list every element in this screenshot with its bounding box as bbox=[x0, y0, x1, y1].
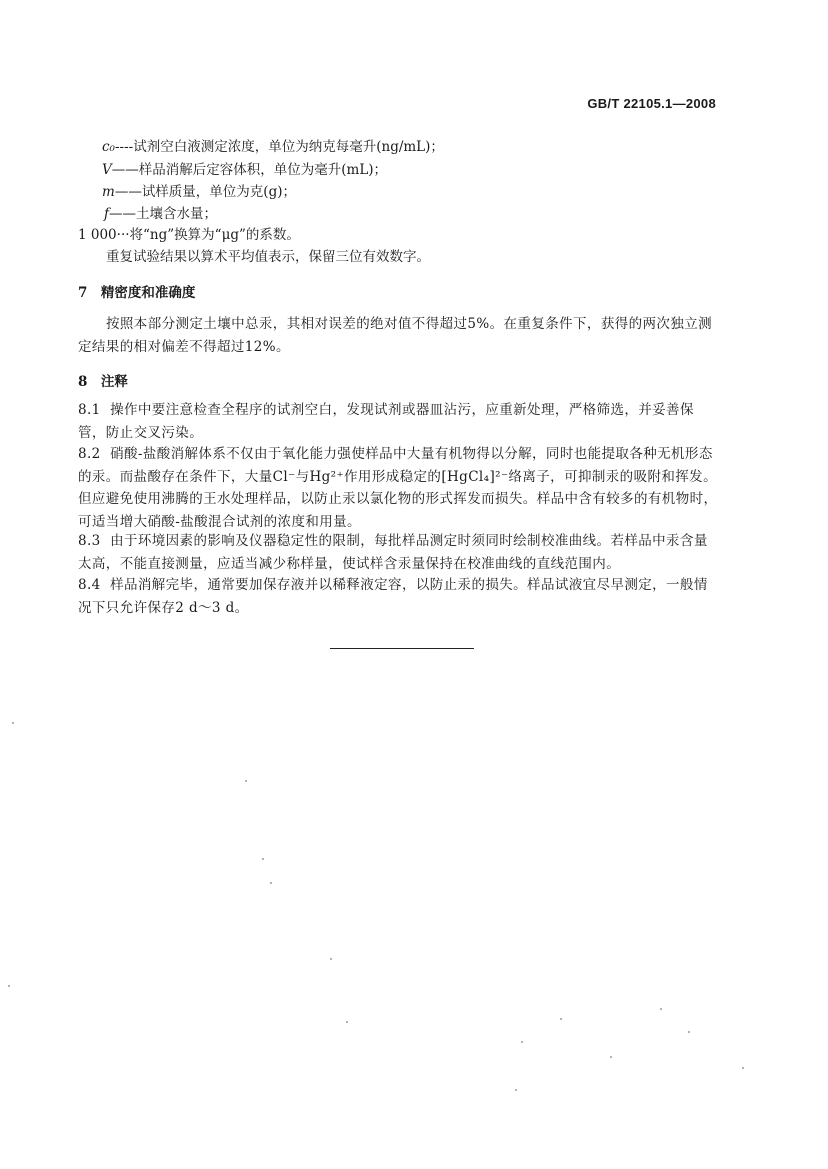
definition-row bbox=[102, 137, 444, 157]
note-text: 操作中要注意检查全程序的试剂空白，发现试剂或器皿沾污，应重新处理，严格筛选，并妥善保管，防止交叉污染。 bbox=[78, 402, 694, 441]
definition-text: 试剂空白液测定浓度，单位为纳克每毫升(ng/mL)； bbox=[133, 139, 444, 155]
definition-dash: —— bbox=[111, 162, 139, 178]
note-item bbox=[78, 443, 720, 533]
note-number: 8.2 bbox=[78, 446, 101, 462]
definition-symbol: V bbox=[102, 162, 112, 178]
note-number: 8.3 bbox=[78, 533, 101, 549]
note-item bbox=[78, 574, 720, 619]
definition-symbol: f bbox=[104, 206, 109, 222]
definition-row bbox=[102, 182, 296, 202]
definition-dash: ··· bbox=[116, 227, 130, 243]
definition-row bbox=[78, 225, 300, 245]
definition-dash: ---- bbox=[114, 139, 134, 155]
note-text: 硝酸-盐酸消解体系不仅由于氧化能力强使样品中大量有机物得以分解，同时也能提取各种无机形态的汞。而盐酸存在条件下，大量Cl⁻与Hg²⁺作用形成稳定的[HgCl₄]²⁻络离子，可抑制汞的吸附和挥发。但应避免使用沸腾的王水处理样品，以防止汞以氯化物的形式挥发而损失。样品中含有较多的有机物时，可适当增大硝酸-盐酸混合试剂的浓度和用量。 bbox=[78, 446, 718, 530]
definition-symbol: c₀ bbox=[102, 139, 115, 155]
definition-dash: —— bbox=[109, 206, 136, 222]
end-rule bbox=[330, 648, 474, 649]
definition-row bbox=[104, 204, 217, 224]
note-text: 由于环境因素的影响及仪器稳定性的限制，每批样品测定时须同时绘制校准曲线。若样品中汞含量太高，不能直接测量，应适当减少称样量，使试样含汞量保持在校准曲线的直线范围内。 bbox=[78, 533, 708, 572]
definition-text: 土壤含水量； bbox=[136, 206, 217, 222]
note-text: 样品消解完毕，通常要加保存液并以稀释液定容，以防止汞的损失。样品试液宜尽早测定，一般情况下只允许保存2 d～3 d。 bbox=[78, 577, 708, 616]
definition-text: 样品消解后定容体积，单位为毫升(mL)； bbox=[138, 162, 388, 178]
definition-symbol: 1 000 bbox=[78, 227, 117, 243]
note-item bbox=[78, 530, 720, 575]
definition-row bbox=[102, 160, 387, 180]
definition-text: 试样质量，单位为克(g)； bbox=[141, 184, 296, 200]
note-number: 8.4 bbox=[78, 577, 101, 593]
section-8-heading: 8 注释 bbox=[78, 374, 128, 390]
definition-symbol: m bbox=[102, 184, 115, 200]
result-note: 重复试验结果以算术平均值表示，保留三位有效数字。 bbox=[106, 249, 430, 265]
definition-dash: —— bbox=[114, 184, 142, 200]
definition-text: 将“ng”换算为“μg”的系数。 bbox=[129, 227, 300, 243]
section-7-body: 按照本部分测定土壤中总汞，其相对误差的绝对值不得超过5%。在重复条件下，获得的两次独立测定结果的相对偏差不得超过12%。 bbox=[78, 316, 713, 355]
section-7-heading: 7 精密度和准确度 bbox=[78, 285, 196, 301]
standard-number: GB/T 22105.1—2008 bbox=[587, 96, 716, 111]
note-item bbox=[78, 399, 720, 444]
note-number: 8.1 bbox=[78, 402, 101, 418]
